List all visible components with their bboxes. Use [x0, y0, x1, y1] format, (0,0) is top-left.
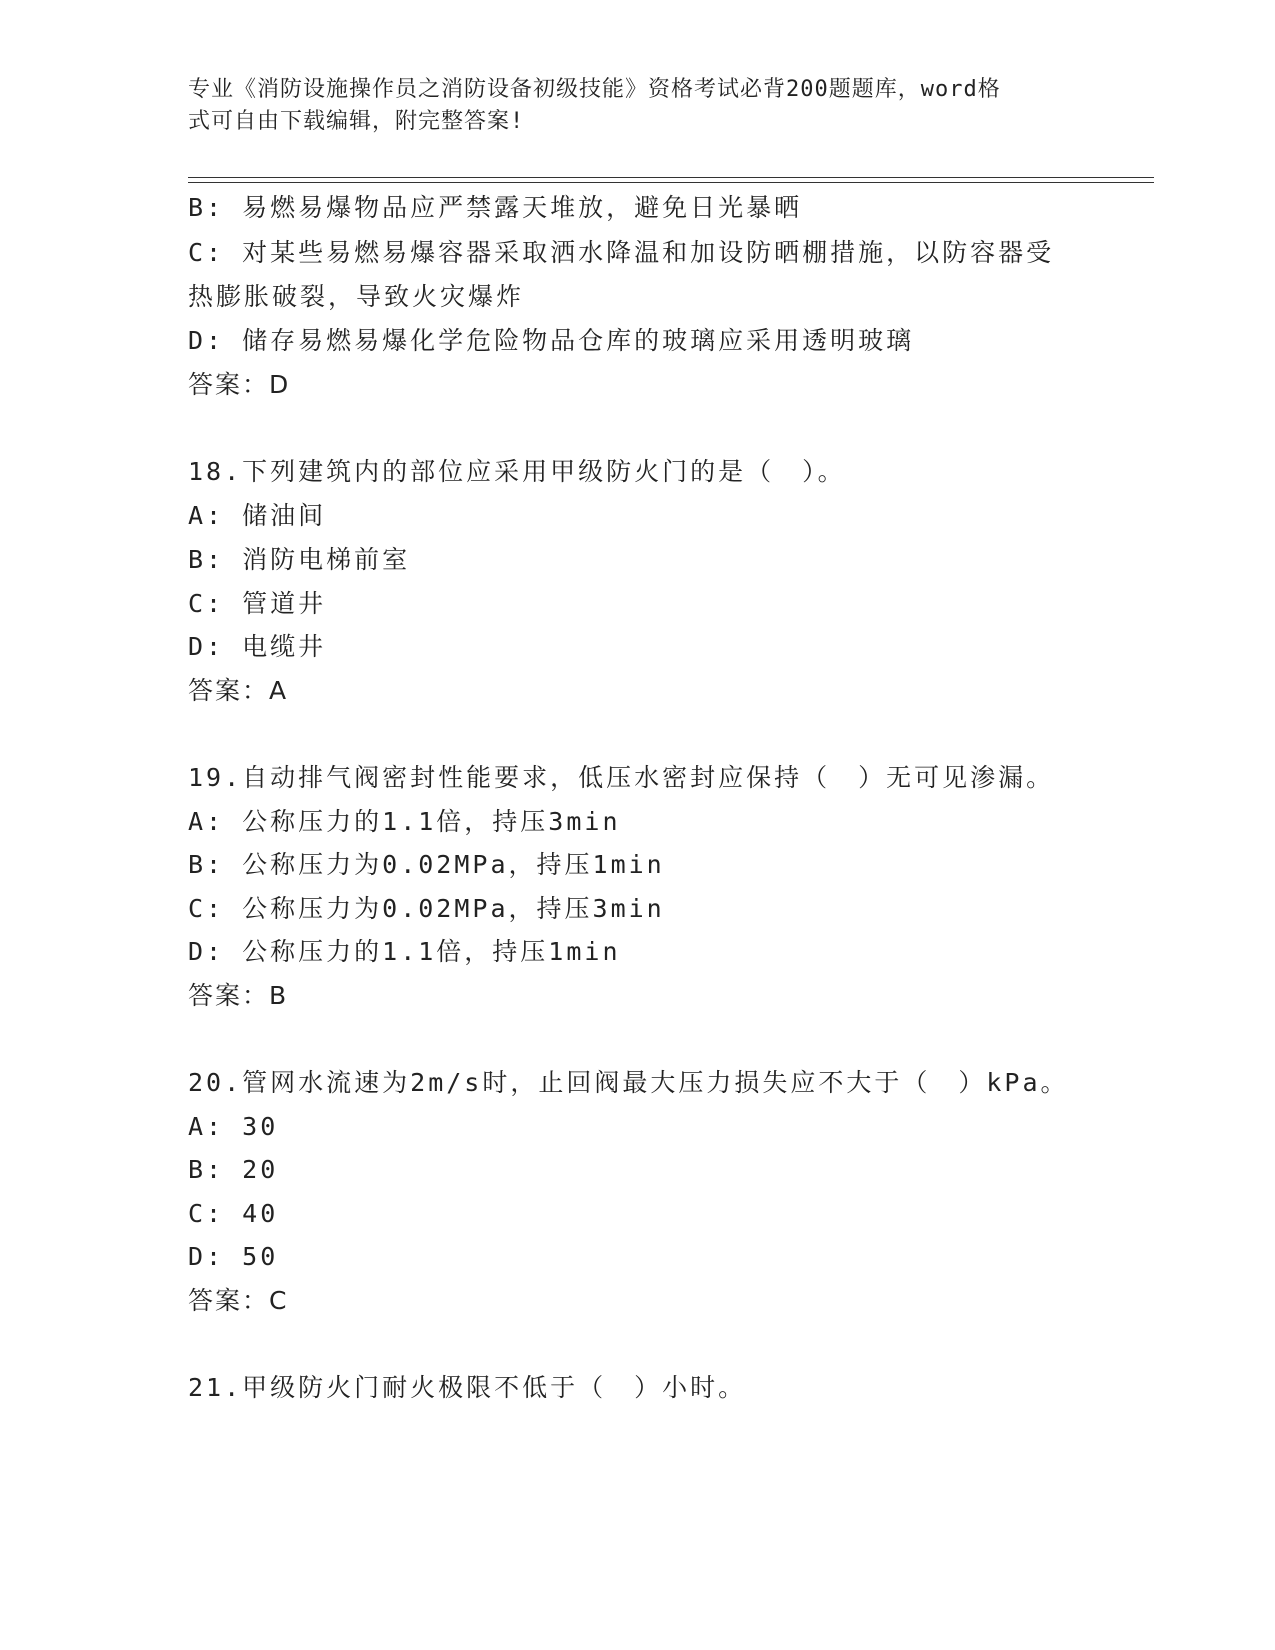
q17-option-b: B: 易燃易爆物品应严禁露天堆放，避免日光暴晒	[188, 193, 803, 222]
q17-option-d: D: 储存易燃易爆化学危险物品仓库的玻璃应采用透明玻璃	[188, 326, 915, 355]
q18-option-c: C: 管道井	[188, 589, 327, 618]
header-line-2: 式可自由下载编辑，附完整答案!	[188, 109, 525, 134]
q18-question: 18.下列建筑内的部位应采用甲级防火门的是（ ）。	[188, 457, 846, 486]
q20-option-b: B: 20	[188, 1155, 279, 1184]
q17-answer: 答案：D	[188, 370, 291, 399]
q20-option-c: C: 40	[188, 1199, 279, 1228]
q17-option-c-line-2: 热膨胀破裂，导致火灾爆炸	[188, 282, 525, 311]
q19-question: 19.自动排气阀密封性能要求，低压水密封应保持（ ）无可见渗漏。	[188, 763, 1055, 792]
document-header	[188, 74, 1068, 138]
q19-option-d: D: 公称压力的1.1倍，持压1min	[188, 937, 621, 966]
q19-answer: 答案：B	[188, 981, 289, 1010]
header-line-1: 专业《消防设施操作员之消防设备初级技能》资格考试必背200题题库，word格	[188, 77, 1001, 102]
q18-option-d: D: 电缆井	[188, 632, 327, 661]
header-divider-top	[188, 177, 1154, 178]
q20-question: 20.管网水流速为2m/s时，止回阀最大压力损失应不大于（ ）kPa。	[188, 1068, 1069, 1097]
q20-option-d: D: 50	[188, 1242, 279, 1271]
q18-option-a: A: 储油间	[188, 501, 327, 530]
q19-option-c: C: 公称压力为0.02MPa，持压3min	[188, 894, 665, 923]
q20-option-a: A: 30	[188, 1112, 279, 1141]
q18-answer: 答案：A	[188, 676, 289, 705]
q19-option-a: A: 公称压力的1.1倍，持压3min	[188, 807, 621, 836]
q21-question: 21.甲级防火门耐火极限不低于（ ）小时。	[188, 1373, 747, 1402]
header-divider-bottom	[188, 182, 1154, 183]
q20-answer: 答案：C	[188, 1286, 289, 1315]
q17-option-c-line-1: C: 对某些易燃易爆容器采取洒水降温和加设防晒棚措施，以防容器受	[188, 238, 1055, 267]
q19-option-b: B: 公称压力为0.02MPa，持压1min	[188, 850, 665, 879]
q18-option-b: B: 消防电梯前室	[188, 545, 411, 574]
